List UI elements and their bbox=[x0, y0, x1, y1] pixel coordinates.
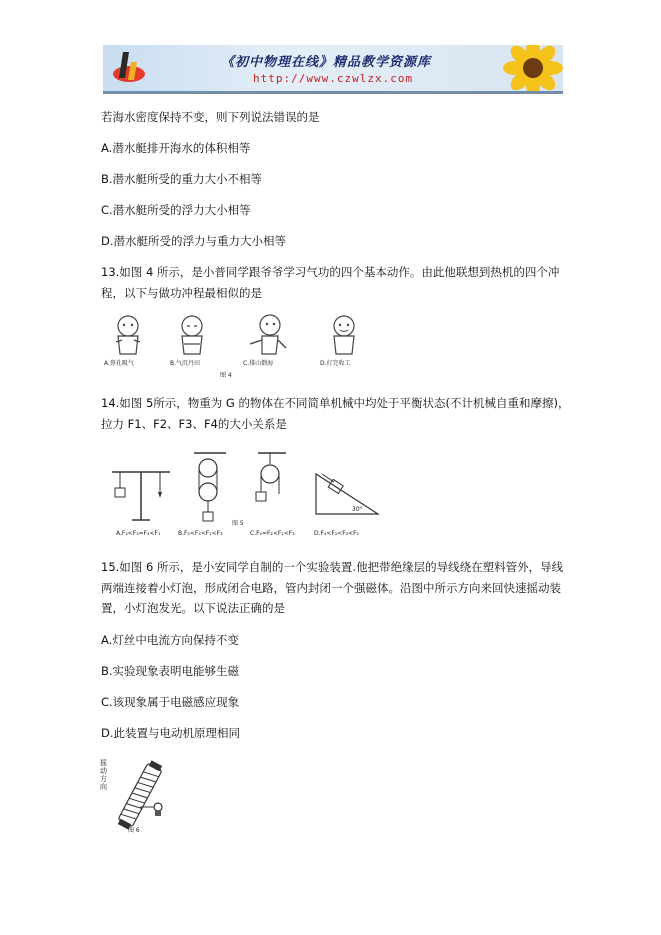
q12-intro: 若海水密度保持不变，则下列说法错误的是 bbox=[101, 110, 320, 124]
header-title: 《初中物理在线》精品教学资源库 bbox=[221, 55, 432, 70]
fig4-caption-d: D.打完收工 bbox=[320, 360, 351, 367]
fig4-caption-b: B.气沉丹田 bbox=[170, 360, 201, 367]
incline-diagram-icon bbox=[312, 468, 382, 518]
q15-stem-line1: 15.如图 6 所示，是小安同学自制的一个实验装置.他把带绝缘层的导线绕在塑料管外，导线 bbox=[101, 560, 564, 574]
fig4-caption-c: C.排山倒海 bbox=[243, 360, 274, 367]
header-divider bbox=[103, 93, 563, 94]
q12-option-c: C.潜水艇所受的浮力大小相等 bbox=[101, 203, 251, 217]
q15-option-d: D.此装置与电动机原理相同 bbox=[101, 726, 241, 740]
lever-diagram-icon bbox=[106, 452, 176, 522]
q12-option-b: B.潜水艇所受的重力大小不相等 bbox=[101, 172, 263, 186]
header-url: http://www.czwlzx.com bbox=[253, 72, 414, 85]
q12-option-a: A.潜水艇排开海水的体积相等 bbox=[101, 141, 251, 155]
fixed-pulley-diagram-icon bbox=[252, 450, 292, 510]
coil-tube-device-icon bbox=[100, 755, 180, 835]
fig5-caption-a: A.F₂<F₃=F₄<F₁ bbox=[116, 530, 161, 537]
q15-option-a: A.灯丝中电流方向保持不变 bbox=[101, 633, 239, 647]
q13-stem-line1: 13.如图 4 所示，是小普同学跟爷爷学习气功的四个基本动作。由此他联想到热机的四个冲 bbox=[101, 265, 560, 279]
figure-5 bbox=[100, 448, 390, 540]
header-banner bbox=[103, 45, 563, 93]
qigong-figure-a-icon bbox=[108, 314, 148, 356]
fig5-caption-d: D.F₄<F₂<F₃<F₁ bbox=[314, 530, 360, 537]
fig6-arrow-text: 摇动方向 bbox=[100, 759, 107, 791]
qigong-figure-c-icon bbox=[248, 314, 288, 356]
fig6-label: 图 6 bbox=[128, 827, 140, 834]
q15-option-b: B.实验现象表明电能够生磁 bbox=[101, 664, 240, 678]
fig5-angle-label: 30° bbox=[352, 506, 363, 513]
logo-icon bbox=[109, 48, 149, 88]
figure-6 bbox=[100, 755, 180, 835]
q15-stem-line2: 两端连接着小灯泡，形成闭合电路，管内封闭一个强磁体。沿图中所示方向来回快速摇动装 bbox=[101, 581, 561, 595]
sunflower-icon bbox=[493, 45, 563, 91]
q13-stem-line2: 程，以下与做功冲程最相似的是 bbox=[101, 286, 262, 300]
fig4-caption-a: A.鼻孔吸气 bbox=[104, 360, 134, 367]
q14-stem-line1: 14.如图 5所示，物重为 G 的物体在不同简单机械中均处于平衡状态(不计机械自重和摩擦)， bbox=[101, 396, 570, 410]
qigong-figure-b-icon bbox=[172, 314, 212, 356]
q15-option-c: C.该现象属于电磁感应现象 bbox=[101, 695, 240, 709]
q12-option-d: D.潜水艇所受的浮力与重力大小相等 bbox=[101, 234, 287, 248]
fig5-label: 图 5 bbox=[232, 520, 244, 527]
pulley-block-diagram-icon bbox=[190, 450, 230, 524]
q15-stem-line3: 置，小灯泡发光。以下说法正确的是 bbox=[101, 601, 285, 615]
fig5-caption-b: B.F₂<F₄<F₁<F₃ bbox=[178, 530, 223, 537]
figure-4 bbox=[100, 312, 380, 382]
q14-stem-line2: 拉力 F1、F2、F3、F4的大小关系是 bbox=[101, 417, 287, 431]
qigong-figure-d-icon bbox=[324, 314, 364, 356]
fig4-label: 图 4 bbox=[220, 372, 232, 379]
fig5-caption-c: C.F₄=F₂<F₁<F₃ bbox=[250, 530, 295, 537]
